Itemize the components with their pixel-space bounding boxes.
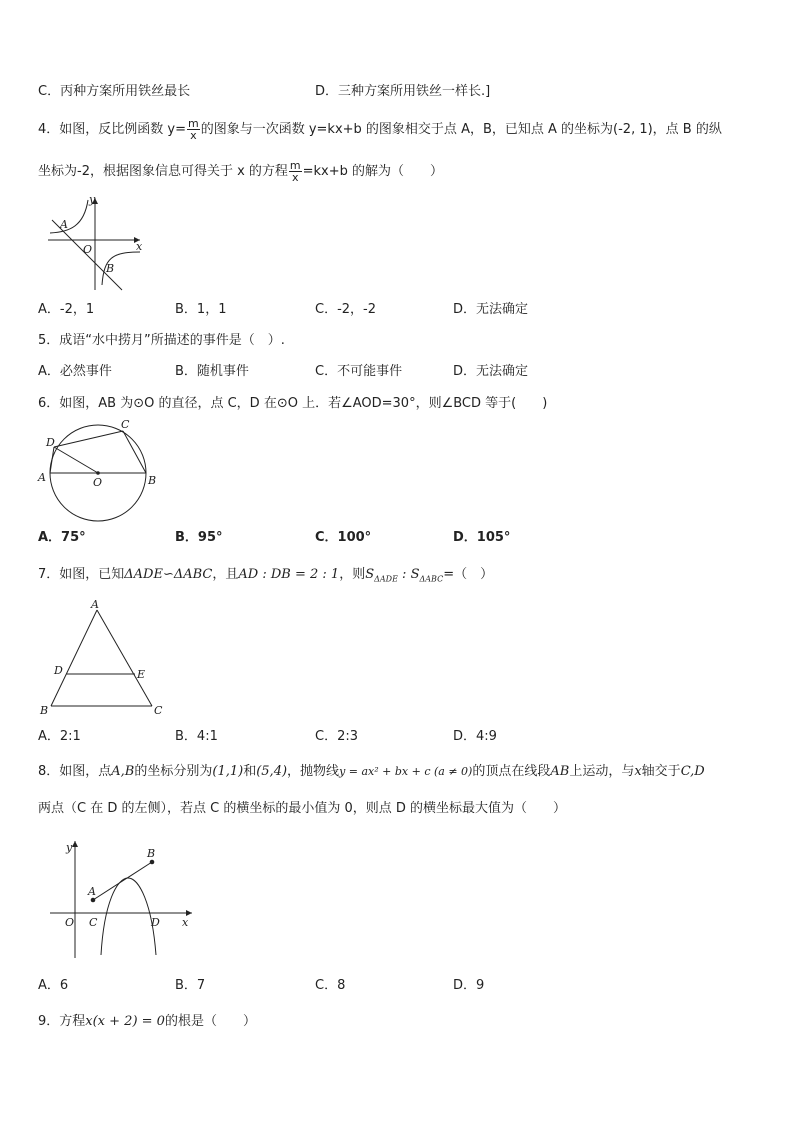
- q6-label-b: B: [148, 474, 157, 487]
- q4-label-a: A: [60, 218, 68, 231]
- q6-label-a: A: [38, 471, 46, 484]
- q8-label-b: B: [147, 847, 156, 860]
- q8-option-d: D．9: [453, 978, 485, 993]
- q8-label-y: y: [66, 841, 73, 854]
- q7-area-ade: $S_{\Delta ADE}$: [365, 567, 398, 584]
- q8-option-c: C．8: [315, 978, 346, 993]
- q4-option-a: A．-2，1: [38, 302, 95, 317]
- q9-equation: x(x + 2) = 0: [85, 1014, 165, 1029]
- q9-stem: 9．方程x(x + 2) = 0的根是（ ）: [38, 1014, 256, 1029]
- q8-label-o: O: [65, 916, 75, 929]
- q4-label-x: x: [136, 240, 143, 253]
- q7-label-c: C: [154, 704, 163, 717]
- q4-option-d: D．无法确定: [453, 302, 529, 317]
- q7-option-b: B．4:1: [175, 729, 218, 744]
- q4-option-c: C．-2，-2: [315, 302, 377, 317]
- q4-fraction: $\frac{m}{x}$: [188, 117, 199, 142]
- q8-option-b: B．7: [175, 978, 206, 993]
- q4-label-o: O: [83, 243, 93, 256]
- q7-label-a: A: [91, 598, 99, 611]
- q6-figure: [34, 415, 164, 523]
- q5-stem: 5．成语“水中捞月”所描述的事件是（ ）.: [38, 333, 285, 348]
- q5-option-d: D．无法确定: [453, 364, 529, 379]
- q4-option-b: B．1，1: [175, 302, 227, 317]
- q7-figure: [34, 596, 174, 720]
- q7-option-d: D．4:9: [453, 729, 497, 744]
- q4-label-y: y: [89, 193, 96, 206]
- q4-label-b: B: [106, 262, 115, 275]
- q6-label-d: D: [46, 436, 55, 449]
- q3-option-d: D．三种方案所用铁丝一样长.]: [315, 84, 491, 99]
- q6-option-d: D．105°: [453, 530, 511, 545]
- q8-label-c: C: [89, 916, 98, 929]
- q7-option-c: C．2:3: [315, 729, 358, 744]
- q6-option-a: A．75°: [38, 530, 86, 545]
- q4-stem-line1: 4．如图，反比例函数 y= $\frac{m}{x}$ 的图象与一次函数 y=kx+b 的图象相交于点 A，B，已知点 A 的坐标为(-2, 1)，点 B 的纵: [38, 117, 722, 142]
- q7-label-e: E: [137, 668, 146, 681]
- q7-option-a: A．2:1: [38, 729, 81, 744]
- q4-fraction-2: $\frac{m}{x}$: [289, 159, 301, 184]
- q8-figure: [40, 833, 200, 963]
- q7-area-abc: $S_{\Delta ABC}$: [410, 567, 444, 584]
- q8-label-a: A: [88, 885, 96, 898]
- q8-stem-line2: 两点（C 在 D 的左侧），若点 C 的横坐标的最小值为 0，则点 D 的横坐标最大值为（ ）: [38, 801, 567, 816]
- q7-ratio: AD : DB = 2 : 1: [238, 567, 340, 582]
- q8-label-d: D: [151, 916, 160, 929]
- q7-label-d: D: [54, 664, 63, 677]
- q6-option-c: C．100°: [315, 530, 372, 545]
- q5-option-c: C．不可能事件: [315, 364, 403, 379]
- q4-figure: [40, 190, 150, 295]
- q6-stem: 6．如图，AB 为⊙O 的直径，点 C，D 在⊙O 上．若∠AOD=30°，则∠BCD 等于( ): [38, 396, 548, 411]
- q5-option-a: A．必然事件: [38, 364, 112, 379]
- q6-label-o: O: [93, 476, 103, 489]
- q8-label-x: x: [182, 916, 189, 929]
- q5-option-b: B．随机事件: [175, 364, 249, 379]
- q8-option-a: A．6: [38, 978, 69, 993]
- q4-stem-line2: 坐标为-2，根据图象信息可得关于 x 的方程 $\frac{m}{x}$ =kx+b 的解为（ ）: [38, 159, 444, 184]
- q8-stem-line1: 8．如图，点A,B的坐标分别为(1,1)和(5,4)，抛物线y = ax² + bx + c (a ≠ 0)的顶点在线段AB上运动，与x轴交于C,D: [38, 764, 705, 779]
- q7-stem: 7．如图，已知ΔADE∽ΔABC，且AD : DB = 2 : 1，则$S_{\Delta ADE}$ : $S_{\Delta ABC}=$（ ）: [38, 567, 494, 584]
- q3-option-c: C．丙种方案所用铁丝最长: [38, 84, 191, 99]
- q7-label-b: B: [40, 704, 49, 717]
- q6-label-c: C: [121, 418, 130, 431]
- q7-similarity: ΔADE∽ΔABC: [124, 567, 213, 582]
- q6-option-b: B．95°: [175, 530, 223, 545]
